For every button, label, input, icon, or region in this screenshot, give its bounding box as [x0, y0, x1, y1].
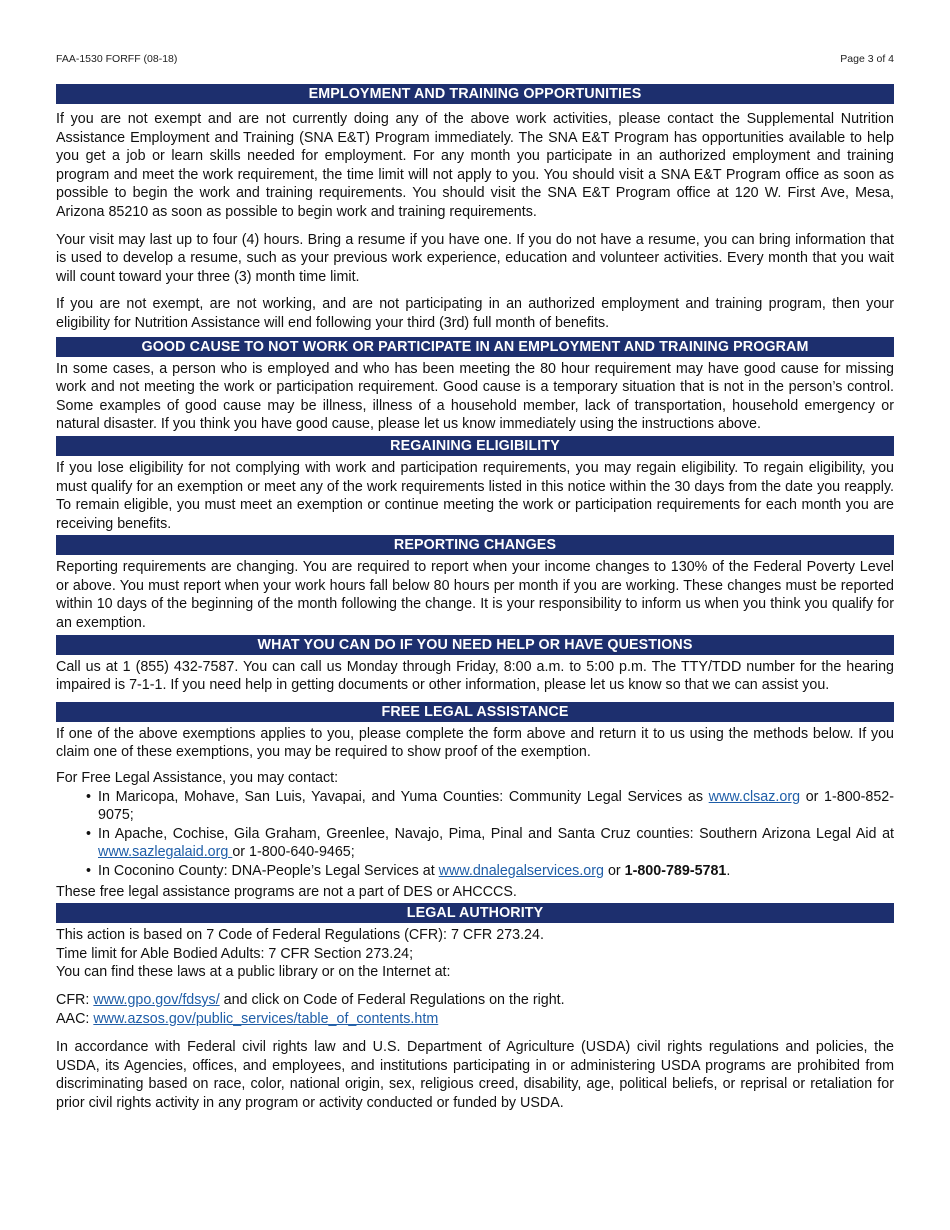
- sazlegalaid-link[interactable]: www.sazlegalaid.org: [98, 844, 233, 861]
- help-paragraph: Call us at 1 (855) 432-7587. You can call us Monday through Friday, 8:00 a.m. to 5:00 p.m. The TTY/TDD number for the hearing impaired is 7-1-1. If you need help in getting documents or other information, please let us know so that we can assist you.: [56, 658, 894, 694]
- page-header: [56, 53, 894, 65]
- section-heading-reporting-changes: REPORTING CHANGES: [56, 535, 894, 555]
- page-number: Page 3 of 4: [840, 53, 894, 65]
- employment-paragraph-3: If you are not exempt, are not working, and are not participating in an authorized employment and training program, then your eligibility for Nutrition Assistance will end following your third (3rd) full month of benefits.: [56, 296, 894, 331]
- legal-assistance-paragraph: If one of the above exemptions applies to you, please complete the form above and return it to us using the methods below. If you claim one of these exemptions, you may be required to show proof of the exemption.: [56, 725, 894, 761]
- cfr-link[interactable]: www.gpo.gov/fdsys/: [93, 991, 220, 1008]
- aac-link[interactable]: www.azsos.gov/public_services/table_of_contents.htm: [93, 1010, 439, 1027]
- dna-phone-number: 1-800-789-5781: [624, 863, 727, 879]
- regaining-eligibility-paragraph: If you lose eligibility for not complying with work and participation requirements, you may regain eligibility. To regain eligibility, you must qualify for an exemption or meet any of the work requirements listed in this notice within the 30 days from the date you reapply. To remain eligible, you must meet an exemption or continue meeting the work or participation requirements for each month you are receiving benefits.: [56, 459, 894, 532]
- good-cause-paragraph: In some cases, a person who is employed and who has been meeting the 80 hour requirement may have good cause for missing work and not meeting the work or participation requirement. Good cause is a temporary situation that is not in the person’s control. Some examples of good cause may be illness, illness of a household member, lack of transportation, household emergency or natural disaster. If you think you have good cause, please let us know immediately using the instructions above.: [56, 360, 894, 433]
- legal-assistance-intro: For Free Legal Assistance, you may contact:: [56, 770, 339, 787]
- form-id: FAA-1530 FORFF (08-18): [56, 53, 178, 65]
- legal-assistance-list: [56, 788, 894, 881]
- employment-paragraph-2: Your visit may last up to four (4) hours. Bring a resume if you have one. If you do not have a resume, you can bring information that is used to develop a resume, such as your previous work experience, education and volunteer activities. Every month that you wait will count toward your three (3) month time limit.: [56, 231, 894, 285]
- dnalegalservices-link[interactable]: www.dnalegalservices.org: [438, 863, 604, 879]
- list-item: • In Coconino County: DNA-People’s Legal Services at www.dnalegalservices.org or 1-800-789-5781.: [86, 862, 894, 881]
- section-heading-regaining-eligibility: REGAINING ELIGIBILITY: [56, 436, 894, 456]
- section-heading-good-cause: GOOD CAUSE TO NOT WORK OR PARTICIPATE IN AN EMPLOYMENT AND TRAINING PROGRAM: [56, 337, 894, 357]
- legal-authority-line-2: Time limit for Able Bodied Adults: 7 CFR Section 273.24;: [56, 945, 414, 962]
- aac-line: AAC: www.azsos.gov/public_services/table_of_contents.htm: [56, 1010, 439, 1027]
- section-heading-employment: EMPLOYMENT AND TRAINING OPPORTUNITIES: [56, 84, 894, 104]
- list-item: • In Maricopa, Mohave, San Luis, Yavapai, and Yuma Counties: Community Legal Services as www.clsaz.org or 1-800-852-9075;: [86, 788, 894, 825]
- section-heading-legal-authority: LEGAL AUTHORITY: [56, 903, 894, 923]
- employment-paragraph-1: If you are not exempt and are not currently doing any of the above work activities, please contact the Supplemental Nutrition Assistance Employment and Training (SNA E&T) Program immediately. The SNA E&T Program has opportunities available to help you get a job or learn skills needed for employment. For any month you participate in an authorized employment and training program and meet the work requirement, the time limit will not apply to you. You should visit a SNA E&T Program office as soon as possible to begin the work and training requirements. You should visit the SNA E&T Program office at 120 W. First Ave, Mesa, Arizona 85210 as soon as possible to begin work and training requirements.: [56, 111, 894, 220]
- reporting-changes-paragraph: Reporting requirements are changing. You are required to report when your income changes to 130% of the Federal Poverty Level or above. You must report when your work hours fall below 80 hours per month if you are working. These changes must be reported within 10 days of the beginning of the month following the change. It is your responsibility to inform us when you think you qualify for an exemption.: [56, 559, 894, 632]
- legal-authority-line-1: This action is based on 7 Code of Federal Regulations (CFR): 7 CFR 273.24.: [56, 927, 544, 944]
- legal-authority-links: [56, 991, 894, 1028]
- section-heading-free-legal-assistance: FREE LEGAL ASSISTANCE: [56, 702, 894, 722]
- document-body: [56, 84, 894, 1113]
- civil-rights-paragraph: In accordance with Federal civil rights law and U.S. Department of Agriculture (USDA) civil rights regulations and policies, the USDA, its Agencies, offices, and employees, and institutions participating in or administering USDA programs are prohibited from discriminating based on race, color, national origin, sex, religious creed, disability, age, political beliefs, or reprisal or retaliation for prior civil rights activity in any program or activity conducted or funded by USDA.: [56, 1039, 894, 1111]
- legal-authority-line-3: You can find these laws at a public library or on the Internet at:: [56, 964, 451, 981]
- legal-authority-lines: [56, 926, 894, 982]
- clsaz-link[interactable]: www.clsaz.org: [708, 788, 801, 805]
- list-item: • In Apache, Cochise, Gila Graham, Greenlee, Navajo, Pima, Pinal and Santa Cruz counties: Southern Arizona Legal Aid at www.sazlegalaid.org or 1-800-640-9465;: [86, 825, 894, 862]
- section-heading-help: WHAT YOU CAN DO IF YOU NEED HELP OR HAVE QUESTIONS: [56, 635, 894, 655]
- legal-assistance-closing: These free legal assistance programs are not a part of DES or AHCCCS.: [56, 883, 517, 900]
- cfr-line: CFR: www.gpo.gov/fdsys/ and click on Code of Federal Regulations on the right.: [56, 991, 565, 1008]
